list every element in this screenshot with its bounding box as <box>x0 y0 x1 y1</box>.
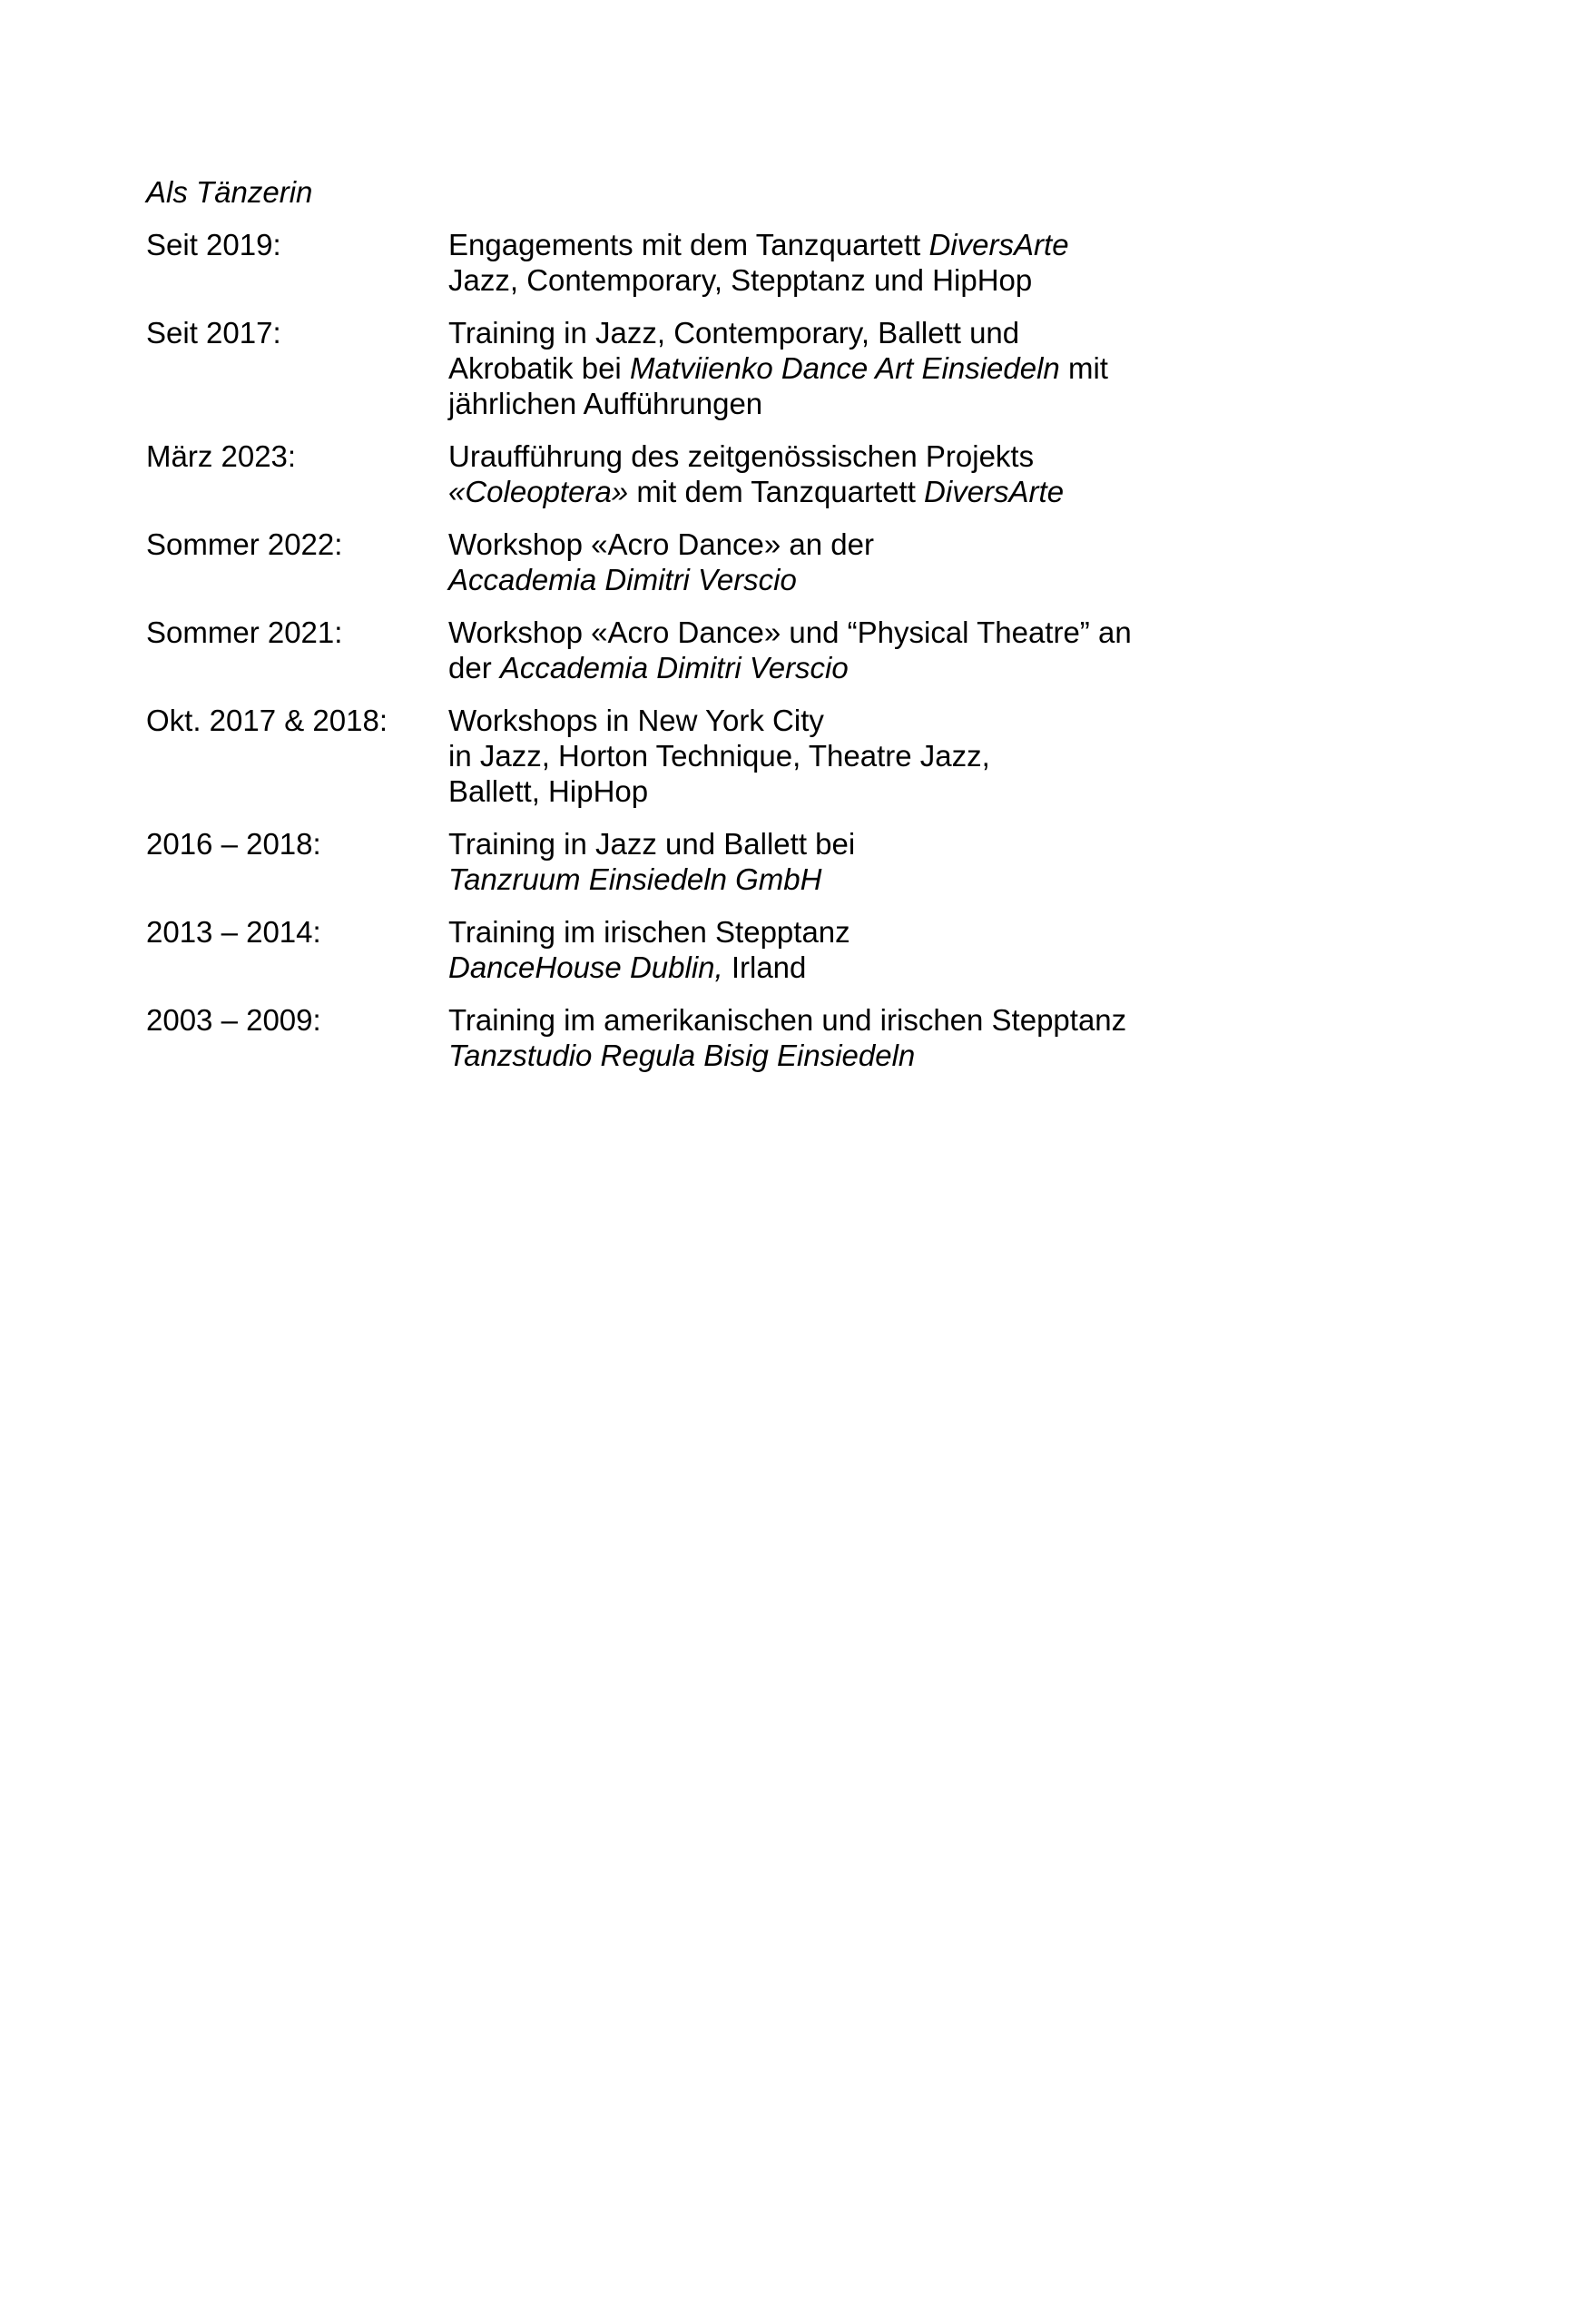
entry-row <box>146 227 1326 298</box>
text-segment: Training in Jazz und Ballett bei <box>448 827 856 861</box>
entry-row <box>146 914 1326 985</box>
entry-row <box>146 1002 1326 1073</box>
text-segment: Ballett, HipHop <box>448 774 649 808</box>
entry-row <box>146 315 1326 421</box>
entry-description-line <box>448 562 1326 597</box>
entry-description-line <box>448 862 1326 897</box>
entry-date: Sommer 2021: <box>146 615 343 649</box>
entry-date: Seit 2019: <box>146 228 281 261</box>
entry-description-line <box>448 350 1326 386</box>
entry-date: Okt. 2017 & 2018: <box>146 704 388 737</box>
text-segment: Workshop «Acro Dance» an der <box>448 527 874 561</box>
text-segment: Training in Jazz, Contemporary, Ballett und <box>448 316 1020 350</box>
text-segment: Engagements mit dem Tanzquartett <box>448 228 929 261</box>
italic-text: Tanzruum Einsiedeln GmbH <box>448 862 822 896</box>
text-segment: Workshop «Acro Dance» und “Physical Theatre” an <box>448 615 1132 649</box>
text-segment: Uraufführung des zeitgenössischen Projekts <box>448 439 1035 473</box>
entry-description <box>448 615 1326 685</box>
section-heading: Als Tänzerin <box>146 175 313 209</box>
entry-date: 2013 – 2014: <box>146 915 321 949</box>
entry-description-line <box>448 438 1326 474</box>
text-segment: mit dem Tanzquartett <box>628 475 925 508</box>
italic-text: Matviienko Dance Art Einsiedeln <box>629 351 1060 385</box>
entry-description-line <box>448 914 1326 950</box>
text-segment: in Jazz, Horton Technique, Theatre Jazz, <box>448 739 990 773</box>
text-segment: Jazz, Contemporary, Stepptanz und HipHop <box>448 263 1033 297</box>
entry-description-line <box>448 650 1326 685</box>
italic-text: DiversArte <box>928 228 1069 261</box>
entry-description-line <box>448 615 1326 650</box>
entry-date: Seit 2017: <box>146 316 281 350</box>
entry-description <box>448 1002 1326 1073</box>
entry-description <box>448 826 1326 897</box>
text-segment: mit <box>1059 351 1108 385</box>
italic-text: DanceHouse Dublin, <box>448 950 723 984</box>
entry-description-line <box>448 262 1326 298</box>
text-segment: Training im irischen Stepptanz <box>448 915 850 949</box>
entry-description-line <box>448 527 1326 562</box>
entry-description <box>448 703 1326 809</box>
italic-text: Accademia Dimitri Verscio <box>499 651 849 684</box>
entry-row <box>146 826 1326 897</box>
entry-description-line <box>448 773 1326 809</box>
entry-row <box>146 615 1326 685</box>
entry-description <box>448 914 1326 985</box>
entry-description <box>448 527 1326 597</box>
italic-text: Tanzstudio Regula Bisig Einsiedeln <box>448 1039 916 1072</box>
text-segment: jährlichen Aufführungen <box>448 387 763 420</box>
italic-text: DiversArte <box>924 475 1065 508</box>
entry-row <box>146 703 1326 809</box>
entry-description <box>448 227 1326 298</box>
entry-date: 2016 – 2018: <box>146 827 321 861</box>
italic-text: Accademia Dimitri Verscio <box>448 563 797 596</box>
entry-description-line <box>448 315 1326 350</box>
entry-description-line <box>448 950 1326 985</box>
entry-description-line <box>448 386 1326 421</box>
entry-date: März 2023: <box>146 439 297 473</box>
text-segment: Training im amerikanischen und irischen Stepptanz <box>448 1003 1127 1037</box>
entry-description <box>448 438 1326 509</box>
entry-row <box>146 438 1326 509</box>
text-segment: Akrobatik bei <box>448 351 630 385</box>
entry-description-line <box>448 738 1326 773</box>
entry-list <box>146 227 1326 1090</box>
text-segment: Irland <box>722 950 807 984</box>
entry-description-line <box>448 474 1326 509</box>
entry-description-line <box>448 1002 1326 1038</box>
text-segment: der <box>448 651 500 684</box>
italic-text: «Coleoptera» <box>448 475 629 508</box>
entry-description-line <box>448 227 1326 262</box>
entry-row <box>146 527 1326 597</box>
entry-date: 2003 – 2009: <box>146 1003 321 1037</box>
entry-description-line <box>448 826 1326 862</box>
entry-description-line <box>448 1038 1326 1073</box>
entry-description <box>448 315 1326 421</box>
entry-date: Sommer 2022: <box>146 527 343 561</box>
entry-description-line <box>448 703 1326 738</box>
text-segment: Workshops in New York City <box>448 704 824 737</box>
